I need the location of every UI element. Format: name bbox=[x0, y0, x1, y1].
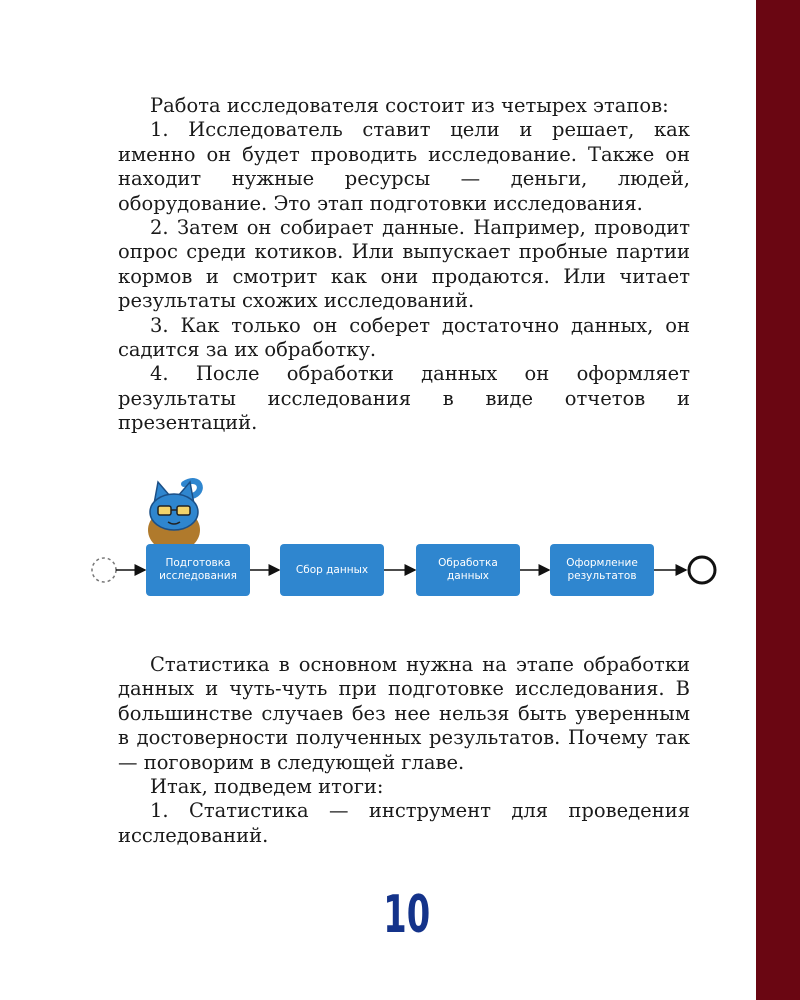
step-paragraph-1: 1. Исследователь ставит цели и решает, как именно он будет проводить исследование. Также он находит нужные ресурсы — деньги, людей, оборудование. Это этап подготовки исследования. bbox=[118, 118, 690, 215]
start-event-icon bbox=[92, 558, 116, 582]
page-number: 10 bbox=[383, 885, 431, 945]
conclusion-paragraph: Статистика в основном нужна на этапе обработки данных и чуть-чуть при подготовке исследования. В большинстве случаев без нее нельзя быть уверенным в достоверности полученных результатов. Почему так — поговорим в следующей главе. bbox=[118, 653, 690, 774]
step-paragraph-3: 3. Как только он соберет достаточно данных, он садится за их обработку. bbox=[118, 313, 690, 362]
stage-box-data-collection: Сбор данных bbox=[280, 544, 384, 596]
step-paragraph-2: 2. Затем он собирает данные. Например, проводит опрос среди котиков. Или выпускает пробные партии кормов и смотрит как они продаются. Или читает результаты схожих исследований. bbox=[118, 216, 690, 313]
stage-box-data-processing: Обработка данных bbox=[416, 544, 520, 596]
text-block-top bbox=[118, 94, 690, 436]
intro-paragraph: Работа исследователя состоит из четырех этапов: bbox=[150, 94, 669, 117]
stage-box-results: Оформление результатов bbox=[550, 544, 654, 596]
process-diagram bbox=[88, 470, 728, 610]
step-paragraph-4: 4. После обработки данных он оформляет результаты исследования в виде отчетов и презентаций. bbox=[118, 362, 690, 435]
summary-intro: Итак, подведем итоги: bbox=[150, 775, 384, 799]
summary-item-1: 1. Статистика — инструмент для проведения исследований. bbox=[118, 799, 690, 847]
stage-box-preparation: Подготовка исследования bbox=[146, 544, 250, 596]
text-block-bottom bbox=[118, 653, 690, 848]
cat-mascot-icon bbox=[148, 481, 200, 552]
page-edge-bar bbox=[756, 0, 800, 1000]
end-event-icon bbox=[689, 557, 715, 583]
